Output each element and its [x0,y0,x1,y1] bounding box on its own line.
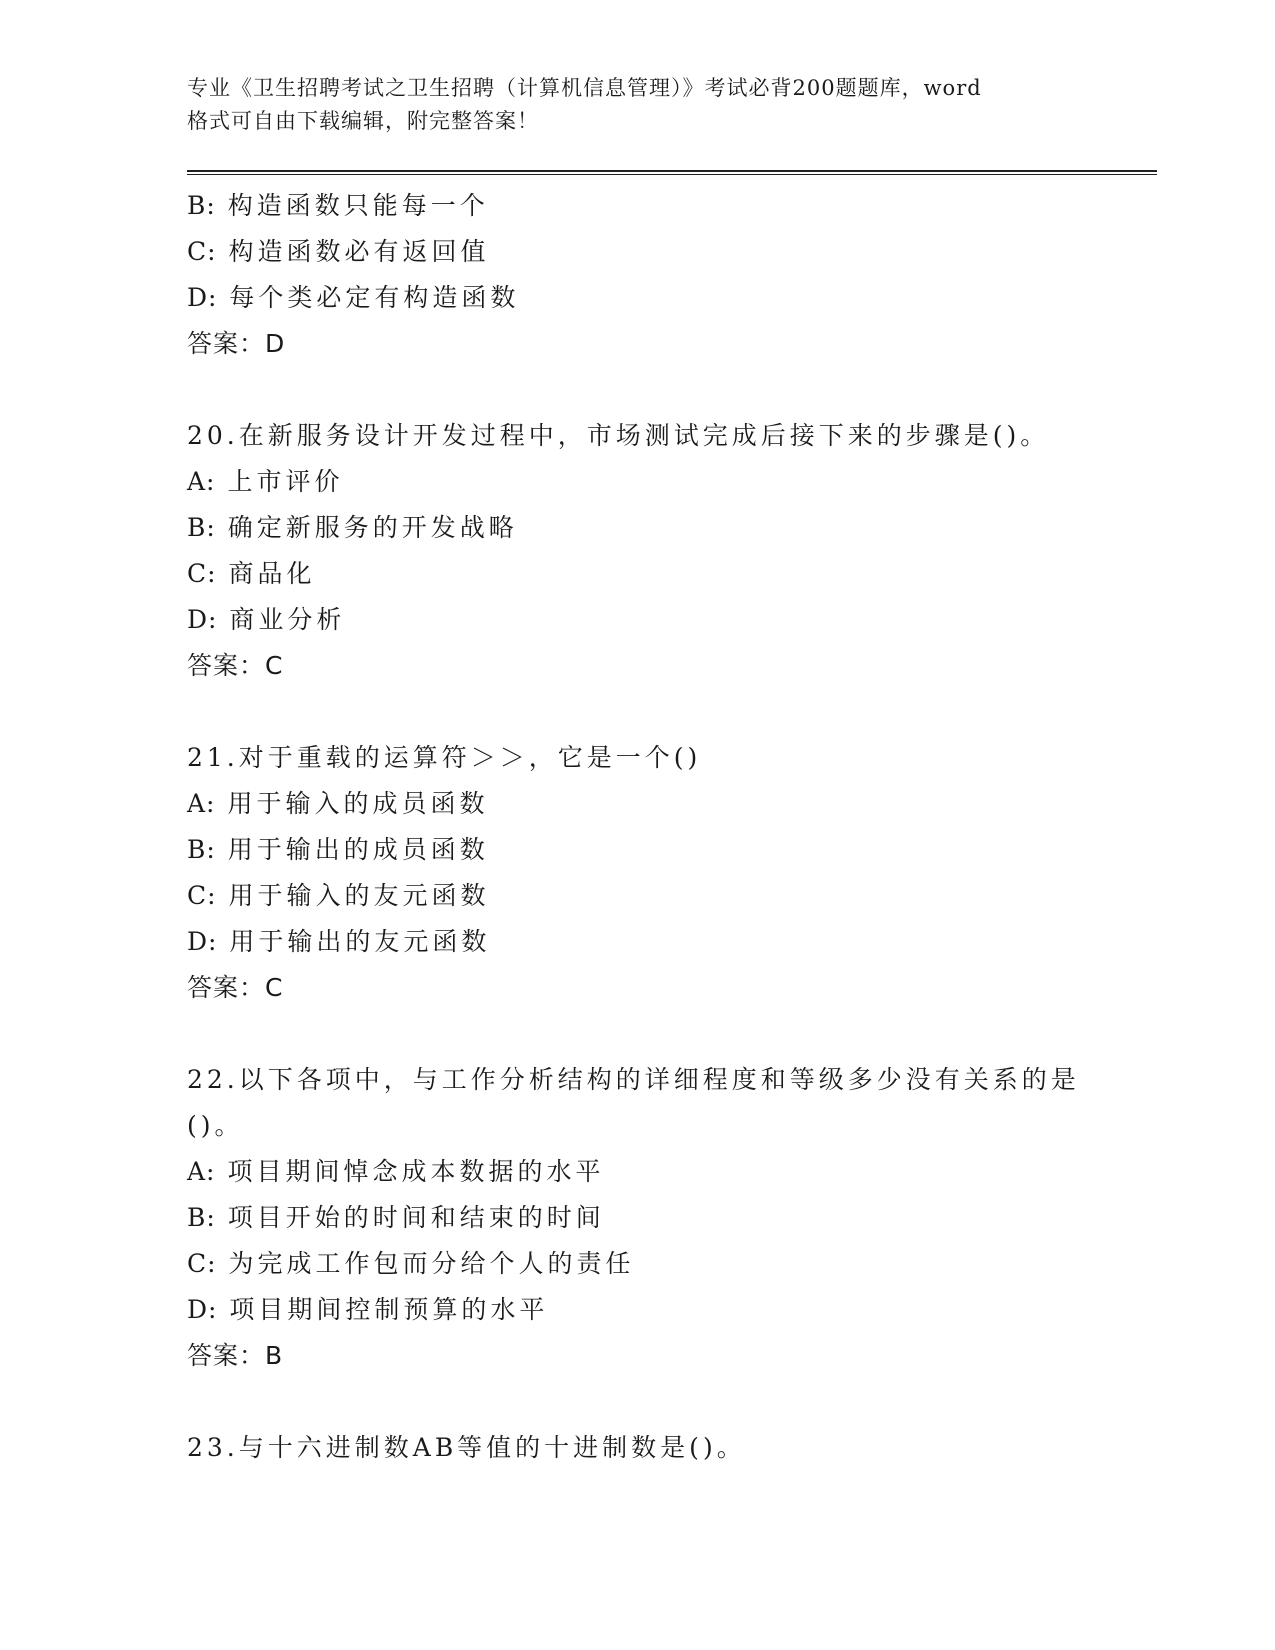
option-text: 用于输入的友元函数 [228,881,490,910]
option-text: 用于输出的成员函数 [227,835,489,864]
option-text: 用于输入的成员函数 [227,789,489,818]
question-stem-line-1: 22.以下各项中，与工作分析结构的详细程度和等级多少没有关系的是 [187,1065,1080,1094]
option-text: 上市评价 [227,467,344,496]
document-header [187,72,1107,138]
question-22 [187,1057,1157,1379]
option-text: 构造函数必有返回值 [228,237,490,266]
option-d [187,1287,1157,1333]
question-20 [187,413,1157,689]
option-letter: D: [187,605,218,634]
option-letter: D: [187,927,218,956]
option-text: 项目期间悼念成本数据的水平 [227,1157,605,1186]
question-stem: 20.在新服务设计开发过程中，市场测试完成后接下来的步骤是()。 [187,421,1050,450]
option-letter: C: [187,237,217,266]
option-letter: A: [187,789,216,818]
option-text: 项目开始的时间和结束的时间 [227,1203,605,1232]
option-text: 为完成工作包而分给个人的责任 [228,1249,635,1278]
option-text: 每个类必定有构造函数 [229,283,520,312]
option-text: 确定新服务的开发战略 [227,513,518,542]
option-text: 用于输出的友元函数 [229,927,491,956]
option-letter: A: [187,1157,216,1186]
option-c [187,551,1157,597]
option-letter: C: [187,559,217,588]
option-a [187,781,1157,827]
option-a [187,1149,1157,1195]
option-b [187,827,1157,873]
option-b [187,1195,1157,1241]
option-c [187,229,1157,275]
option-c [187,1241,1157,1287]
option-text: 项目期间控制预算的水平 [229,1295,549,1324]
option-c [187,873,1157,919]
question-21 [187,735,1157,1011]
question-fragment [187,183,1157,367]
option-letter: C: [187,1249,217,1278]
question-list [187,183,1157,1471]
header-divider [187,170,1157,175]
option-letter: D: [187,283,218,312]
option-letter: B: [187,191,216,220]
question-23 [187,1425,1157,1471]
option-text: 商品化 [228,559,316,588]
option-letter: B: [187,513,216,542]
option-letter: B: [187,835,216,864]
option-letter: A: [187,467,216,496]
answer-line: 答案：B [187,1341,284,1370]
option-d [187,919,1157,965]
question-stem: 21.对于重载的运算符＞＞，它是一个() [187,743,702,772]
option-text: 商业分析 [229,605,346,634]
answer-line: 答案：C [187,973,284,1002]
option-b [187,505,1157,551]
option-a [187,459,1157,505]
header-line-2: 格式可自由下载编辑，附完整答案！ [187,109,539,133]
option-letter: D: [187,1295,218,1324]
answer-line: 答案：D [187,329,286,358]
option-b [187,183,1157,229]
option-letter: C: [187,881,217,910]
answer-line: 答案：C [187,651,284,680]
question-stem-line-2: ()。 [187,1111,244,1140]
document-page [187,72,1157,1471]
header-line-1: 专业《卫生招聘考试之卫生招聘（计算机信息管理）》考试必背200题题库，word [187,76,982,100]
option-d [187,597,1157,643]
option-letter: B: [187,1203,216,1232]
option-text: 构造函数只能每一个 [227,191,489,220]
question-stem: 23.与十六进制数AB等值的十进制数是()。 [187,1433,746,1462]
option-d [187,275,1157,321]
